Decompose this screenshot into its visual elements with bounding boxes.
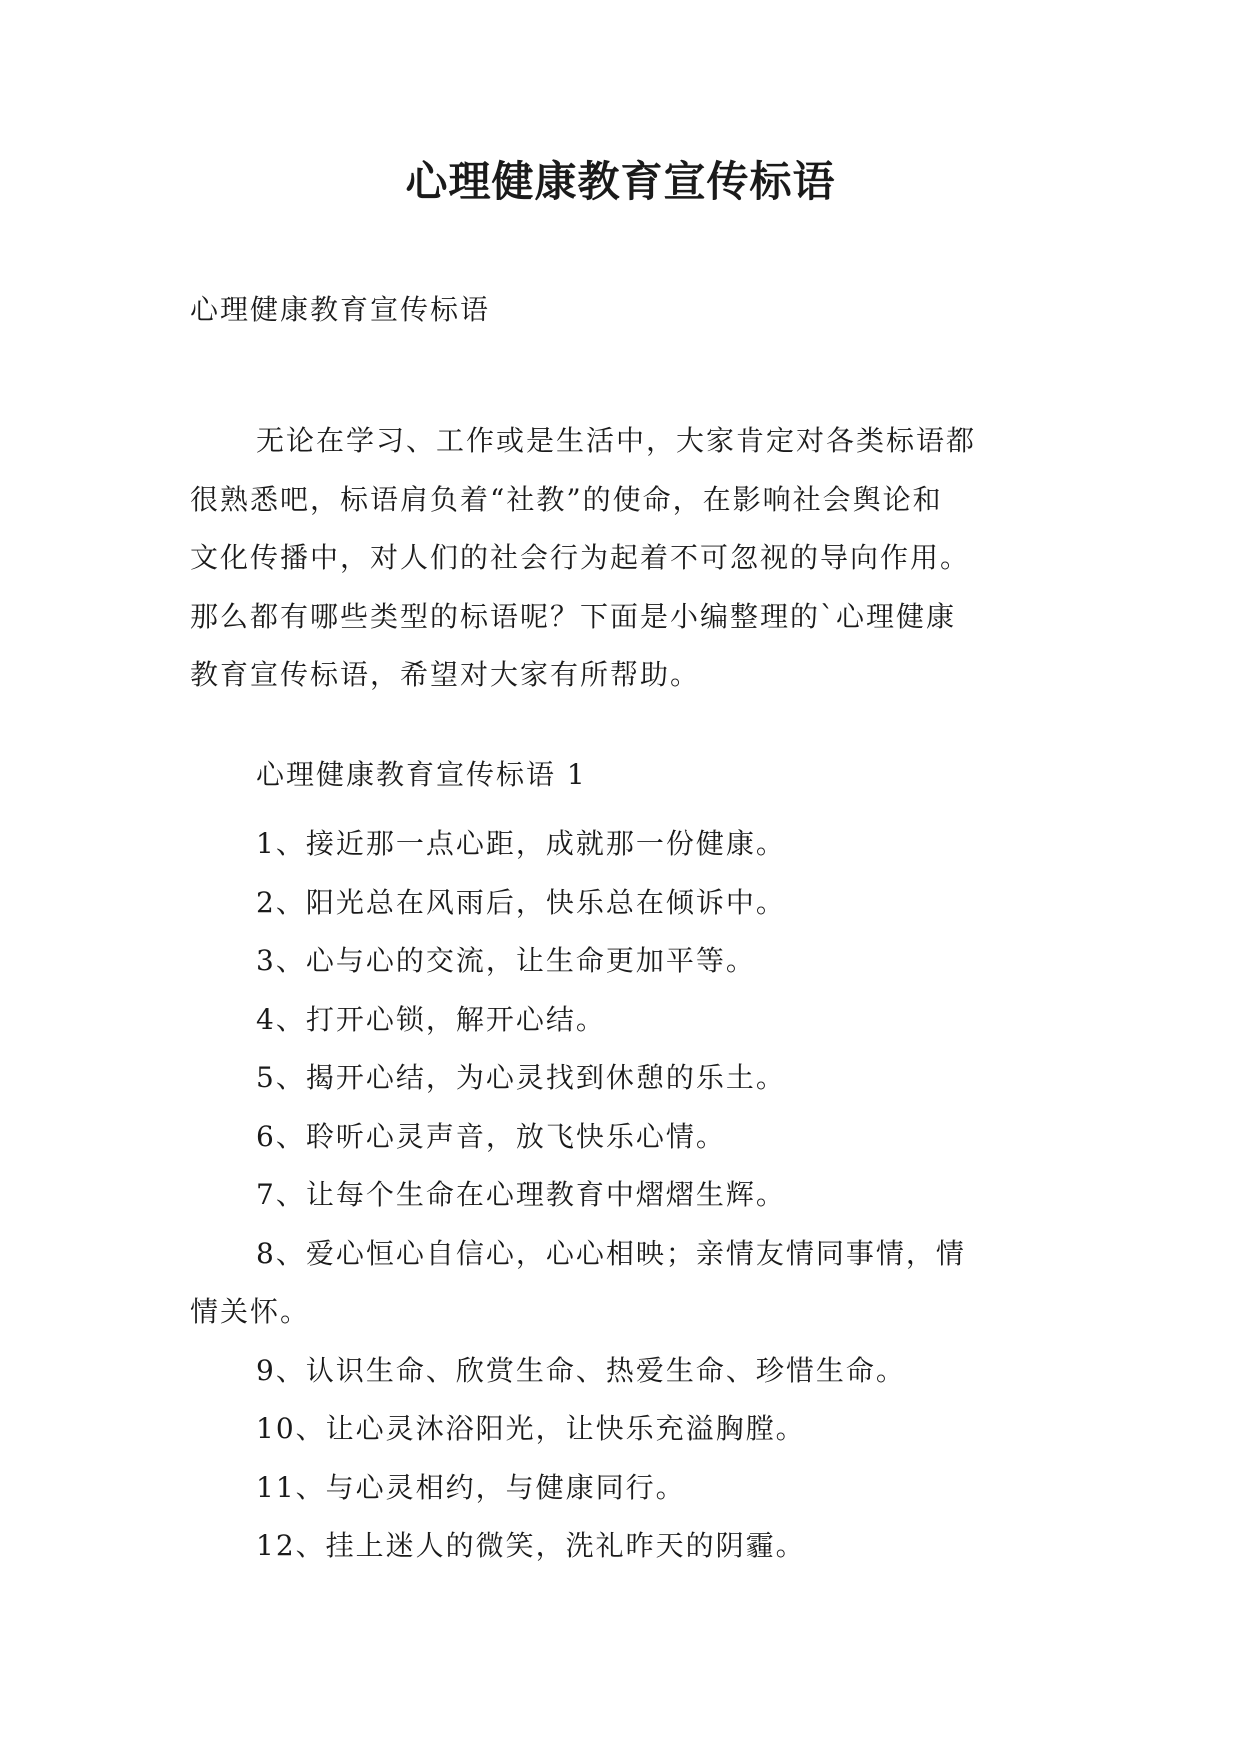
slogan-text: 1、接近那一点心距，成就那一份健康。 — [256, 827, 786, 860]
section-heading: 心理健康教育宣传标语 1 — [256, 758, 587, 791]
slogan-item — [190, 932, 1050, 991]
slogan-item — [190, 1166, 1050, 1225]
slogan-item — [190, 874, 1050, 933]
slogan-item — [190, 1342, 1050, 1401]
slogan-text: 11、与心灵相约，与健康同行。 — [256, 1470, 686, 1504]
slogan-item — [190, 815, 1050, 874]
intro-line: 教育宣传标语，希望对大家有所帮助。 — [190, 658, 701, 691]
slogan-text: 9、认识生命、欣赏生命、热爱生命、珍惜生命。 — [256, 1353, 906, 1387]
intro-line: 那么都有哪些类型的标语呢？下面是小编整理的`心理健康 — [190, 599, 957, 633]
slogan-item — [190, 1400, 1050, 1459]
slogan-item — [190, 1517, 1050, 1576]
slogan-item — [190, 1049, 1050, 1108]
slogan-text: 6、聆听心灵声音，放飞快乐心情。 — [256, 1119, 726, 1153]
slogan-text-continued: 情关怀。 — [190, 1295, 311, 1328]
slogan-text: 12、挂上迷人的微笑，洗礼昨天的阴霾。 — [256, 1529, 806, 1562]
slogan-text: 7、让每个生命在心理教育中熠熠生辉。 — [256, 1178, 786, 1211]
slogan-list — [190, 815, 1050, 1576]
slogan-text: 10、让心灵沐浴阳光，让快乐充溢胸膛。 — [256, 1412, 806, 1445]
slogan-item — [190, 991, 1050, 1050]
document-subtitle: 心理健康教育宣传标语 — [190, 293, 491, 326]
intro-line: 很熟悉吧，标语肩负着“社教”的使命，在影响社会舆论和 — [190, 482, 943, 516]
slogan-item — [190, 1225, 1050, 1342]
slogan-text: 5、揭开心结，为心灵找到休憩的乐土。 — [256, 1061, 786, 1094]
slogan-text: 4、打开心锁，解开心结。 — [256, 1002, 606, 1036]
slogan-text: 2、阳光总在风雨后，快乐总在倾诉中。 — [256, 885, 786, 919]
page-title: 心理健康教育宣传标语 — [405, 157, 836, 206]
slogan-item — [190, 1108, 1050, 1167]
slogan-item — [190, 1459, 1050, 1518]
intro-line: 文化传播中，对人们的社会行为起着不可忽视的导向作用。 — [190, 541, 971, 574]
intro-line: 无论在学习、工作或是生活中，大家肯定对各类标语都 — [256, 424, 977, 457]
intro-paragraph — [190, 412, 1050, 705]
slogan-text: 3、心与心的交流，让生命更加平等。 — [256, 944, 756, 977]
slogan-text: 8、爱心恒心自信心，心心相映；亲情友情同事情，情 — [256, 1236, 966, 1270]
